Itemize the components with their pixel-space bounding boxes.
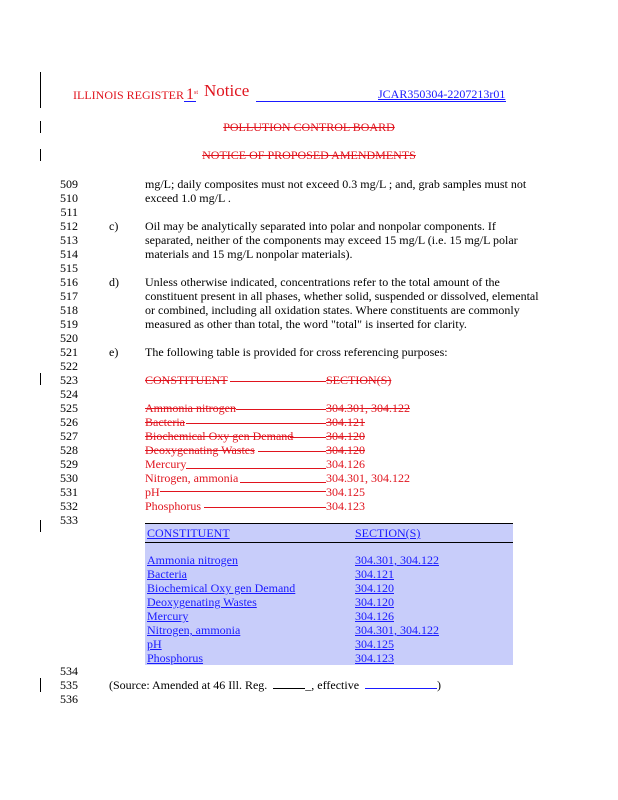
- line-number: 529: [60, 457, 78, 471]
- line-number: 515: [60, 261, 78, 275]
- old-table-header-constituent: CONSTITUENT: [145, 373, 228, 387]
- new-table-header: [145, 523, 513, 543]
- old-table-constituent: Mercury: [145, 457, 187, 471]
- para-b-line: mg/L; daily composites must not exceed 0.3 mg/L ; and, grab samples must not: [145, 177, 527, 191]
- new-table-constituent: pH: [147, 637, 162, 651]
- old-table-leader: [258, 451, 326, 452]
- effective-blank: [365, 688, 437, 689]
- notice-label: Notice: [204, 81, 250, 100]
- para-c-line: materials and 15 mg/L nonpolar materials).: [145, 247, 353, 261]
- source-mid: _: [305, 678, 312, 692]
- source-line: [109, 678, 441, 693]
- line-number: 526: [60, 415, 78, 429]
- new-table-constituent: Biochemical Oxy gen Demand: [147, 581, 296, 595]
- new-table-section: 304.126: [355, 609, 394, 623]
- old-table-section: 304.301, 304.122: [326, 471, 410, 485]
- old-table-section: 304.125: [326, 485, 365, 499]
- old-table-constituent: Nitrogen, ammonia: [145, 471, 239, 485]
- source-prefix: (Source: Amended at 46 Ill. Reg.: [109, 678, 268, 692]
- line-number: 535: [60, 678, 78, 692]
- old-table-constituent: Deoxygenating Wastes: [145, 443, 255, 457]
- old-table-leader: [290, 437, 326, 438]
- old-table-constituent: Ammonia nitrogen: [145, 401, 236, 415]
- new-table-section: 304.123: [355, 651, 394, 665]
- line-number: 512: [60, 219, 78, 233]
- line-number: 520: [60, 331, 78, 345]
- line-number: 517: [60, 289, 78, 303]
- page-suffix: st: [194, 90, 199, 96]
- change-bar: [40, 678, 41, 692]
- line-number: 522: [60, 359, 78, 373]
- old-table-constituent: Phosphorus: [145, 499, 202, 513]
- line-number: 511: [60, 205, 78, 219]
- line-number: 533: [60, 513, 78, 527]
- line-number: 530: [60, 471, 78, 485]
- line-number: 525: [60, 401, 78, 415]
- reg-blank: [273, 688, 305, 689]
- old-table-header-section: SECTION(S): [326, 373, 392, 387]
- new-table-section: 304.121: [355, 567, 394, 581]
- source-suffix: ): [437, 678, 442, 692]
- line-number: 509: [60, 177, 78, 191]
- para-c-label: c): [109, 219, 119, 233]
- line-number: 513: [60, 233, 78, 247]
- header-dash: [184, 101, 196, 102]
- old-table-leader: [236, 409, 326, 410]
- register-header: [73, 86, 198, 104]
- line-number: 523: [60, 373, 78, 387]
- line-number: 531: [60, 485, 78, 499]
- para-d-line: Unless otherwise indicated, concentrations refer to the total amount of the: [145, 275, 500, 289]
- para-d-line: constituent present in all phases, whether solid, suspended or dissolved, elemental: [145, 289, 539, 303]
- line-number: 534: [60, 664, 78, 678]
- line-number: 536: [60, 692, 78, 706]
- old-table-section: 304.123: [326, 499, 365, 513]
- change-bar: [40, 373, 41, 385]
- old-table-section: 304.121: [326, 415, 365, 429]
- para-d-line: measured as other than total, the word "total" is inserted for clarity.: [145, 317, 467, 331]
- line-number: 524: [60, 387, 78, 401]
- old-table-section: 304.120: [326, 443, 365, 457]
- line-number: 527: [60, 429, 78, 443]
- new-table-constituent: Mercury: [147, 609, 189, 623]
- source-effective: , effective: [311, 678, 360, 692]
- new-table-section: 304.301, 304.122: [355, 553, 439, 567]
- new-table-section: 304.120: [355, 581, 394, 595]
- old-table-header-rule: [230, 381, 326, 382]
- old-table-leader: [186, 423, 326, 424]
- new-table-section: 304.125: [355, 637, 394, 651]
- new-table-section: 304.301, 304.122: [355, 623, 439, 637]
- old-table-leader: [204, 507, 326, 508]
- line-number: 532: [60, 499, 78, 513]
- old-table-section: 304.126: [326, 457, 365, 471]
- page-number: 1: [186, 86, 194, 103]
- old-table-leader: [186, 468, 326, 469]
- new-table-constituent: Bacteria: [147, 567, 187, 581]
- notice-title: NOTICE OF PROPOSED AMENDMENTS: [202, 148, 416, 162]
- para-b-line: exceed 1.0 mg/L .: [145, 191, 231, 205]
- new-constituent-table: [145, 523, 513, 665]
- change-bar: [40, 520, 41, 532]
- para-c-line: separated, neither of the components may exceed 15 mg/L (i.e. 15 mg/L polar: [145, 233, 518, 247]
- new-table-header-constituent: CONSTITUENT: [147, 526, 230, 540]
- old-table-section: 304.120: [326, 429, 365, 443]
- new-table-section: 304.120: [355, 595, 394, 609]
- old-table-constituent: pH: [145, 485, 160, 499]
- register-title: ILLINOIS REGISTER: [73, 88, 184, 102]
- new-table-constituent: Phosphorus: [147, 651, 204, 665]
- line-number: 510: [60, 191, 78, 205]
- line-number: 521: [60, 345, 78, 359]
- old-table-constituent: Bacteria: [145, 415, 185, 429]
- para-d-label: d): [109, 275, 119, 289]
- old-table-section: 304.301, 304.122: [326, 401, 410, 415]
- new-table-constituent: Deoxygenating Wastes: [147, 595, 257, 609]
- para-d-line: or combined, including all oxidation states. Where constituents are commonly: [145, 303, 520, 317]
- old-table-leader: [240, 482, 326, 483]
- new-table-constituent: Ammonia nitrogen: [147, 553, 238, 567]
- line-number: 518: [60, 303, 78, 317]
- agency-title: POLLUTION CONTROL BOARD: [223, 120, 395, 134]
- para-e-line: The following table is provided for cross referencing purposes:: [145, 345, 448, 359]
- jcar-code: JCAR350304-2207213r01: [378, 87, 506, 101]
- line-number: 528: [60, 443, 78, 457]
- line-number: 516: [60, 275, 78, 289]
- line-number: 519: [60, 317, 78, 331]
- line-number: 514: [60, 247, 78, 261]
- change-bar: [40, 72, 41, 108]
- new-table-constituent: Nitrogen, ammonia: [147, 623, 241, 637]
- old-table-constituent: Biochemical Oxy gen Demand: [145, 429, 294, 443]
- para-e-label: e): [109, 345, 119, 359]
- old-table-leader: [160, 491, 326, 492]
- para-c-line: Oil may be analytically separated into polar and nonpolar components. If: [145, 219, 496, 233]
- new-table-header-section: SECTION(S): [355, 526, 421, 540]
